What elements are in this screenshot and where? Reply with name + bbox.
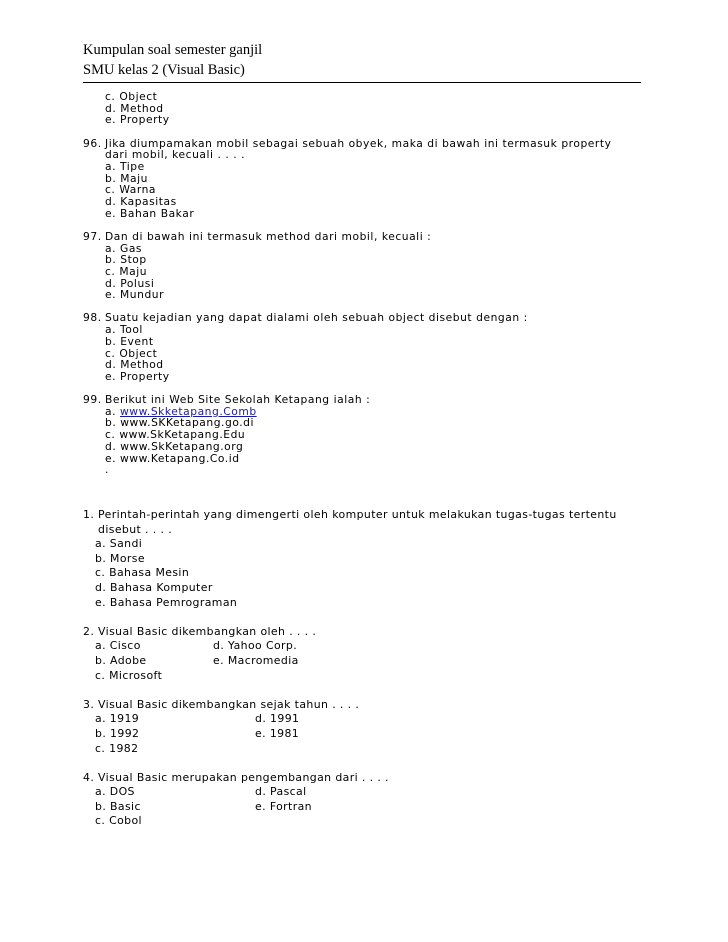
option: d. Bahasa Komputer [95,580,213,594]
option: d. Polusi [105,276,155,290]
option: d. 1991 [255,712,300,726]
question-text: 4. Visual Basic merupakan pengembangan dari . . . . [83,770,389,784]
option: e. Property [105,369,170,383]
option: b. Maju [105,171,148,185]
question-text-continued: dari mobil, kecuali . . . . [105,148,246,162]
option: a. Sandi [95,537,143,551]
option: b. Adobe [95,653,147,667]
option: a. DOS [95,785,135,799]
question-number: 96. [83,136,102,150]
option: b. 1992 [95,726,140,740]
option: a. Gas [105,241,143,255]
option: c. Cobol [95,814,142,828]
option: c. Object [105,90,158,103]
question-99 [83,394,683,476]
question-text: 1. Perintah-perintah yang dimengerti oleh komputer untuk melakukan tugas-tugas tertentu [83,508,617,521]
question-97 [83,231,683,301]
header-title: Kumpulan soal semester ganjil [83,42,263,58]
question-text: Dan di bawah ini termasuk method dari mobil, kecuali : [105,229,432,243]
option: e. Fortran [255,799,312,813]
question-98 [83,312,683,382]
option: e. Property [105,113,170,127]
option: d. Method [105,358,164,372]
option: d. Kapasitas [105,195,177,209]
question-text: Berikut ini Web Site Sekolah Ketapang ialah : [105,393,371,407]
option: d. Yahoo Corp. [213,639,298,653]
question-1 [83,508,683,610]
question-96 [83,138,683,220]
option: e. 1981 [255,726,300,740]
question-number: 99. [83,393,102,407]
option: c. Warna [105,183,157,197]
option: b. Event [105,334,154,348]
question-3 [83,698,683,756]
option: e. Macromedia [213,653,299,667]
option: c. 1982 [95,741,139,755]
question-2 [83,625,683,683]
option: c. www.SkKetapang.Edu [105,428,246,442]
option: e. Bahasa Pemrograman [95,595,238,609]
option: a. 1919 [95,712,140,726]
option: a. Tool [105,323,143,337]
option: b. Stop [105,253,147,267]
option: e. Mundur [105,288,165,302]
option: c. Maju [105,264,148,278]
option: b. Morse [95,551,145,565]
option: d. Pascal [255,785,307,799]
option: c. Object [105,346,158,360]
option: d. Method [105,101,164,115]
header-rule [83,82,641,83]
option: a. Tipe [105,159,145,173]
question-4 [83,771,683,829]
option: b. www.SKKetapang.go.di [105,416,255,430]
question-text: Suatu kejadian yang dapat dialami oleh sebuah object disebut dengan : [105,311,528,325]
option: e. www.Ketapang.Co.id [105,451,240,465]
website-link[interactable]: www.Skketapang.Comb [120,404,257,418]
option: d. www.SkKetapang.org [105,439,244,453]
question-text: 2. Visual Basic dikembangkan oleh . . . . [83,624,317,638]
option: e. Bahan Bakar [105,206,195,220]
question-text: 3. Visual Basic dikembangkan sejak tahun . . . . [83,697,360,711]
option: c. Microsoft [95,668,163,682]
question-number: 97. [83,229,102,243]
option-prefix: a. [105,404,120,418]
option: b. Basic [95,799,141,813]
trailing-mark: . [105,463,109,477]
option: a. Cisco [95,639,141,653]
page-header [83,40,641,83]
question-number: 98. [83,311,102,325]
section-new-questions [83,508,683,844]
header-subtitle: SMU kelas 2 (Visual Basic) [83,62,245,78]
question-text: Jika diumpamakan mobil sebagai sebuah obyek, maka di bawah ini termasuk property [105,136,612,150]
question-text-continued: disebut . . . . [98,522,173,536]
question-95-continued [83,91,683,126]
section-numbered-questions [83,91,683,487]
option: c. Bahasa Mesin [95,566,190,580]
